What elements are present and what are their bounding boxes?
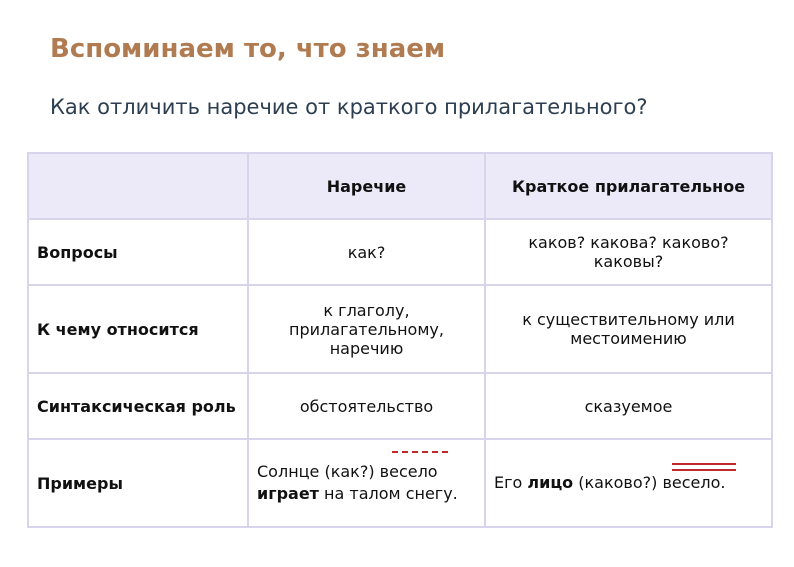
row-label-examples: Примеры	[28, 439, 248, 527]
row-label-syntax-role: Синтаксическая роль	[28, 373, 248, 439]
header-empty-cell	[28, 153, 248, 219]
example-bold-word: лицо	[527, 473, 574, 493]
example-bold-word: играет	[257, 484, 319, 503]
cell-adjective-example	[485, 439, 772, 527]
table-row	[28, 285, 772, 373]
header-adverb: Наречие	[248, 153, 485, 219]
adverbial-dash-underline	[392, 451, 448, 453]
table-header-row	[28, 153, 772, 219]
slide-subtitle: Как отличить наречие от краткого прилагательного?	[50, 95, 648, 119]
header-short-adjective: Краткое прилагательное	[485, 153, 772, 219]
row-label-relation: К чему относится	[28, 285, 248, 373]
table-row	[28, 373, 772, 439]
example-text: на талом снегу.	[318, 484, 458, 503]
example-text: Солнце (как?) весело	[257, 462, 438, 482]
cell-adverb-example	[248, 439, 485, 527]
cell-adjective-relation: к существительному или местоимению	[485, 285, 772, 373]
cell-adjective-syntax-role: сказуемое	[485, 373, 772, 439]
cell-adjective-questions: каков? какова? каково? каковы?	[485, 219, 772, 285]
row-label-questions: Вопросы	[28, 219, 248, 285]
comparison-table	[27, 152, 773, 528]
cell-adverb-questions: как?	[248, 219, 485, 285]
example-text: Его	[494, 473, 528, 493]
cell-adverb-syntax-role: обстоятельство	[248, 373, 485, 439]
example-text: (каково?) весело.	[573, 473, 726, 493]
predicate-double-underline	[672, 463, 736, 471]
cell-adverb-relation: к глаголу, прилагательному, наречию	[248, 285, 485, 373]
table-row	[28, 219, 772, 285]
slide-title: Вспоминаем то, что знаем	[50, 34, 446, 64]
